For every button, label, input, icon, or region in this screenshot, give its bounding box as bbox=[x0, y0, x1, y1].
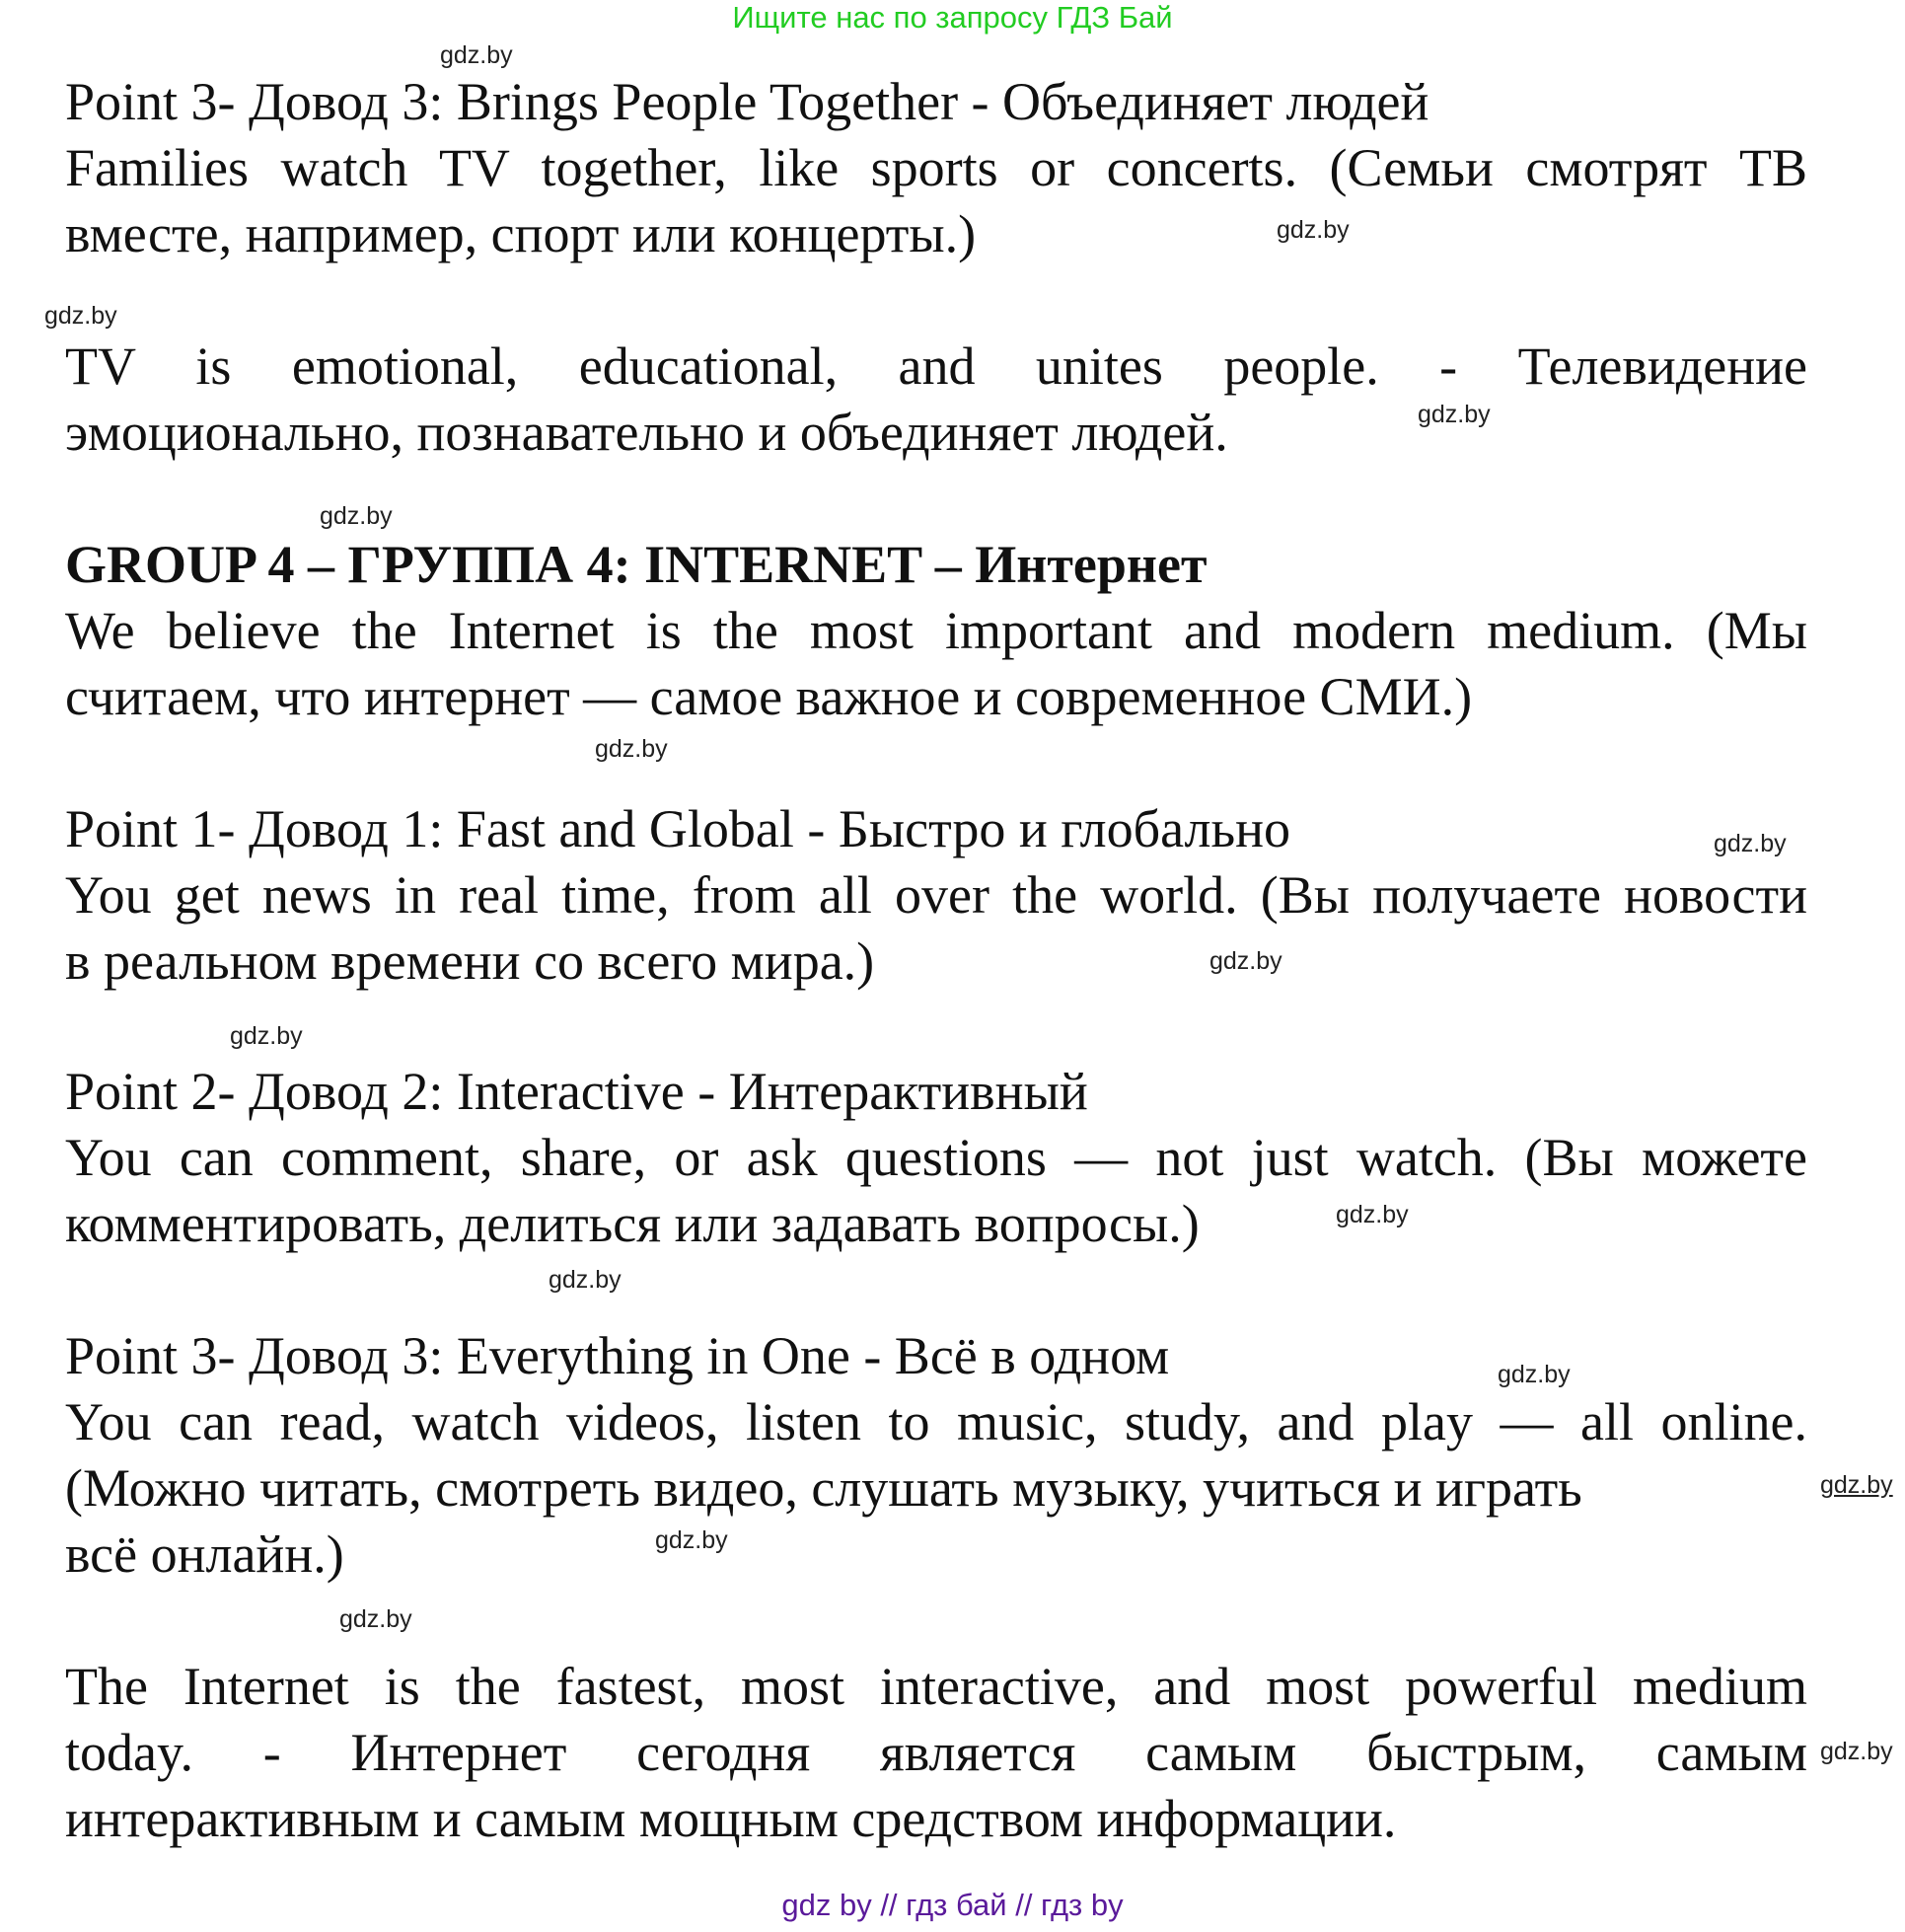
group4-intro-line: We believe the Internet is the most important and modern medium. (Мы bbox=[65, 601, 1807, 660]
point3-line: всё онлайн.) bbox=[65, 1524, 344, 1584]
internet-summary-line: интерактивным и самым мощным средством информации. bbox=[65, 1789, 1397, 1848]
point3-title: Point 3- Довод 3: Everything in One - Всё в одном bbox=[65, 1326, 1170, 1385]
tv-summary-line: эмоционально, познавательно и объединяет людей. bbox=[65, 403, 1228, 462]
tv-point3-line: Families watch TV together, like sports or concerts. (Семьи смотрят ТВ bbox=[65, 138, 1807, 197]
point2-title: Point 2- Довод 2: Interactive - Интерактивный bbox=[65, 1062, 1088, 1121]
point1-line: You get news in real time, from all over the world. (Вы получаете новости bbox=[65, 865, 1807, 925]
tv-point3-title: Point 3- Довод 3: Brings People Together - Объединяет людей bbox=[65, 72, 1429, 131]
watermark: gdz.by bbox=[595, 735, 668, 763]
watermark: gdz.by bbox=[44, 302, 117, 330]
group4-heading: GROUP 4 – ГРУППА 4: INTERNET – Интернет bbox=[65, 535, 1208, 594]
point3-line: (Можно читать, смотреть видео, слушать музыку, учиться и играть bbox=[65, 1458, 1582, 1518]
watermark: gdz.by bbox=[339, 1605, 412, 1633]
watermark: gdz.by bbox=[1277, 216, 1350, 244]
tv-point3-line: вместе, например, спорт или концерты.) bbox=[65, 204, 977, 263]
watermark: gdz.by bbox=[1498, 1361, 1571, 1388]
watermark: gdz.by bbox=[440, 41, 513, 69]
watermark: gdz.by bbox=[230, 1022, 303, 1050]
point1-title: Point 1- Довод 1: Fast and Global - Быстро и глобально bbox=[65, 799, 1290, 858]
watermark: gdz.by bbox=[1820, 1471, 1893, 1499]
group4-intro-line: считаем, что интернет — самое важное и современное СМИ.) bbox=[65, 667, 1473, 726]
point1-line: в реальном времени со всего мира.) bbox=[65, 931, 875, 991]
internet-summary-line: today. - Интернет сегодня является самым быстрым, самым bbox=[65, 1723, 1807, 1782]
watermark: gdz.by bbox=[1336, 1201, 1409, 1228]
watermark: gdz.by bbox=[1209, 947, 1282, 975]
watermark: gdz.by bbox=[549, 1266, 622, 1294]
point3-line: You can read, watch videos, listen to music, study, and play — all online. bbox=[65, 1392, 1807, 1451]
watermark: gdz.by bbox=[655, 1526, 728, 1554]
watermark: gdz.by bbox=[1714, 830, 1787, 857]
point2-line: комментировать, делиться или задавать вопросы.) bbox=[65, 1194, 1200, 1253]
internet-summary-line: The Internet is the fastest, most interactive, and most powerful medium bbox=[65, 1657, 1807, 1716]
search-hint-banner: Ищите нас по запросу ГДЗ Бай bbox=[732, 0, 1173, 35]
watermark: gdz.by bbox=[320, 502, 393, 530]
point2-line: You can comment, share, or ask questions — not just watch. (Вы можете bbox=[65, 1128, 1807, 1187]
watermark: gdz.by bbox=[1820, 1738, 1893, 1765]
watermark: gdz.by bbox=[1418, 401, 1491, 428]
footer-links: gdz by // гдз бай // гдз by bbox=[781, 1888, 1124, 1922]
tv-summary-line: TV is emotional, educational, and unites people. - Телевидение bbox=[65, 336, 1807, 396]
